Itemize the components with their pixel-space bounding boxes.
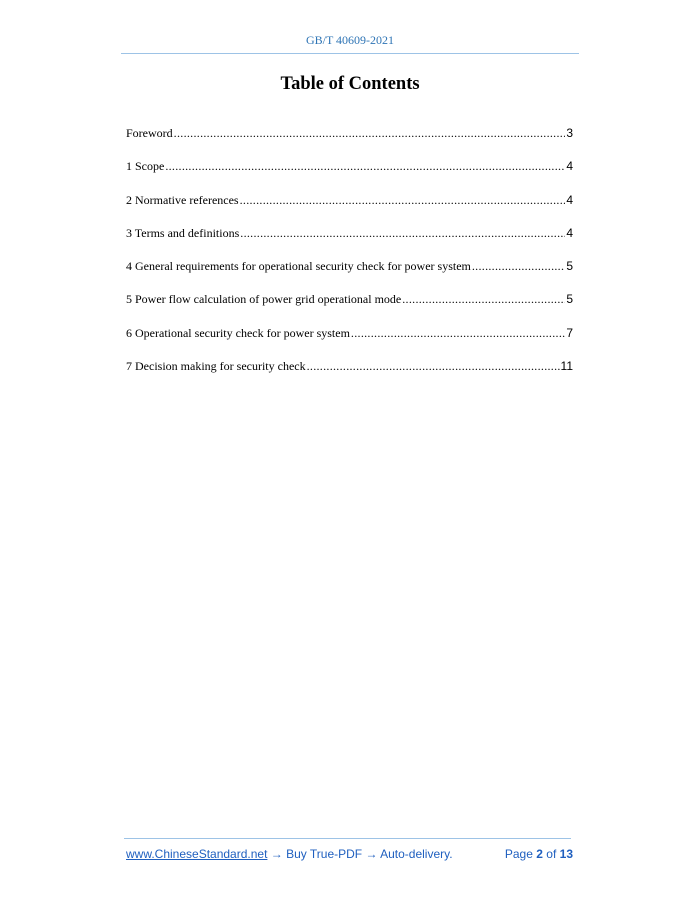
toc-entry-power-flow-calculation[interactable] — [126, 292, 573, 312]
footer-divider — [124, 838, 571, 839]
page-footer — [126, 847, 573, 861]
toc-entry-page: 4 — [566, 192, 573, 207]
footer-promo — [126, 847, 453, 861]
toc-entry-label: Foreword — [126, 126, 173, 140]
toc-dot-leader — [240, 226, 565, 241]
toc-dot-leader — [174, 126, 566, 141]
toc-entry-general-requirements[interactable] — [126, 259, 573, 279]
toc-dot-leader — [165, 159, 565, 174]
toc-entry-label: 6 Operational security check for power system — [126, 325, 350, 340]
toc-entry-page: 4 — [566, 159, 573, 174]
toc-entry-page: 11 — [560, 359, 573, 374]
toc-entry-terms-definitions[interactable] — [126, 226, 573, 246]
toc-entry-label: 2 Normative references — [126, 192, 239, 207]
toc-entry-page: 7 — [566, 325, 573, 340]
toc-entry-label: 3 Terms and definitions — [126, 225, 240, 240]
toc-entry-foreword[interactable] — [126, 126, 573, 146]
toc-entry-scope[interactable] — [126, 159, 573, 179]
toc-dot-leader — [472, 259, 565, 274]
page-current: 2 — [536, 847, 543, 861]
header-divider — [121, 53, 579, 54]
promo-text: → Buy True-PDF → Auto-delivery. — [267, 847, 453, 861]
toc-entry-label: 5 Power flow calculation of power grid operational mode — [126, 292, 402, 307]
toc-entry-page: 5 — [566, 292, 573, 307]
toc-dot-leader — [402, 292, 565, 307]
toc-entry-decision-making[interactable] — [126, 359, 573, 379]
page-word: Page — [504, 847, 533, 861]
toc-entry-label: 7 Decision making for security check — [126, 359, 306, 374]
toc-entry-label: 4 General requirements for operational security check for power system — [126, 259, 471, 274]
standard-code-header: GB/T 40609-2021 — [305, 33, 395, 47]
toc-dot-leader — [307, 359, 560, 374]
toc-entry-normative-references[interactable] — [126, 193, 573, 213]
site-link[interactable]: www.ChineseStandard.net — [126, 847, 268, 861]
page-of: of — [546, 847, 557, 861]
toc-entry-page: 4 — [566, 225, 573, 240]
page-title: Table of Contents — [280, 74, 420, 94]
toc-entry-label: 1 Scope — [126, 159, 165, 174]
toc-entry-page: 3 — [566, 126, 573, 140]
toc-entry-page: 5 — [566, 259, 573, 274]
toc-dot-leader — [351, 326, 565, 341]
page-indicator — [505, 847, 573, 861]
toc-dot-leader — [240, 193, 566, 208]
toc-entry-operational-security-check[interactable] — [126, 326, 573, 346]
toc-list — [126, 126, 573, 392]
page-total: 13 — [559, 847, 573, 861]
